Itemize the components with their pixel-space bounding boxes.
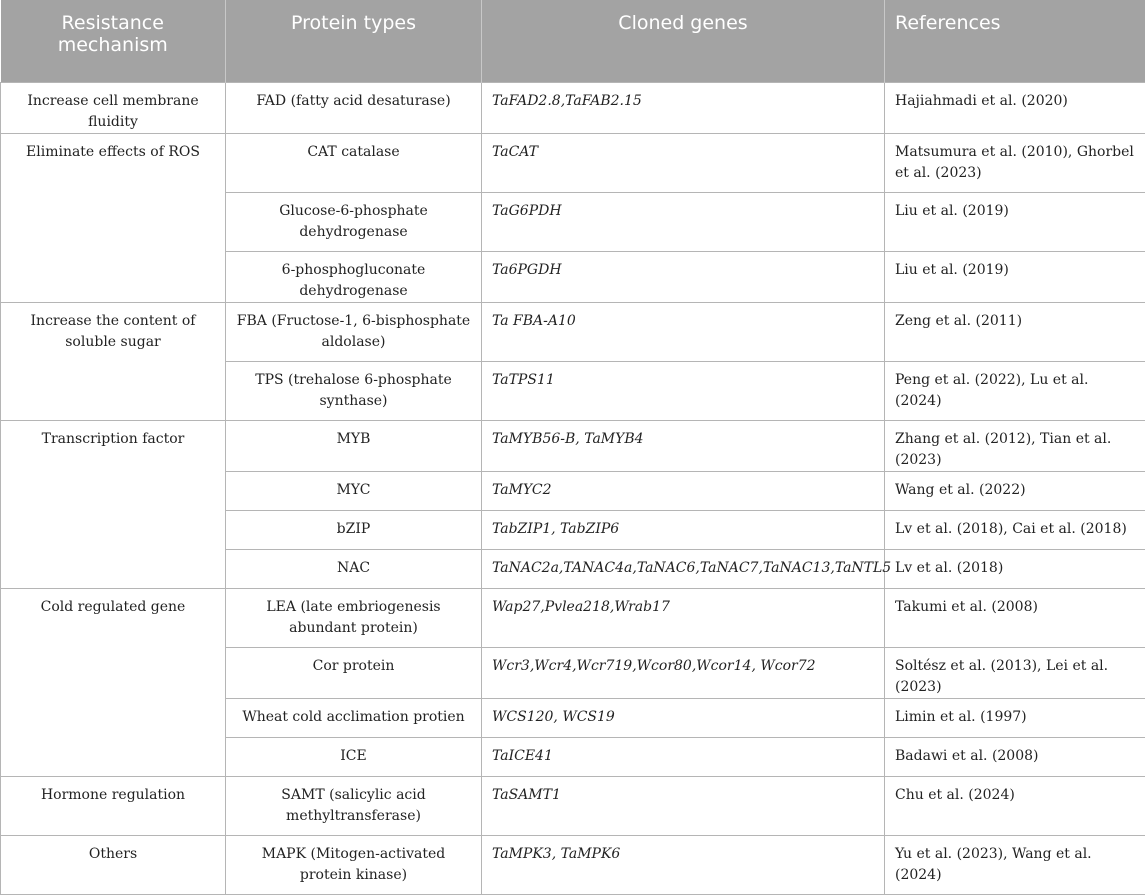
refs-cell: Peng et al. (2022), Lu et al. (2024) [885,362,1145,421]
table-row [1,134,1145,193]
table-row [1,421,1145,472]
refs-cell: Hajiahmadi et al. (2020) [885,83,1145,134]
table-row [1,83,1145,134]
protein-cell: FBA (Fructose-1, 6-bisphosphate aldolase) [226,303,482,362]
table-row [1,777,1145,836]
genes-cell: Ta6PGDH [482,252,885,303]
refs-cell: Liu et al. (2019) [885,193,1145,252]
genes-cell: Wap27,Pvlea218,Wrab17 [482,589,885,648]
protein-cell: LEA (late embriogenesis abundant protein) [226,589,482,648]
refs-cell: Soltész et al. (2013), Lei et al. (2023) [885,648,1145,699]
genes-cell: TaMYC2 [482,472,885,511]
mechanism-cell: Hormone regulation [1,777,226,836]
refs-cell: Takumi et al. (2008) [885,589,1145,648]
genes-cell: TaMYB56-B, TaMYB4 [482,421,885,472]
genes-cell: TaG6PDH [482,193,885,252]
refs-cell: Lv et al. (2018) [885,550,1145,589]
genes-cell: WCS120, WCS19 [482,699,885,738]
protein-cell: Glucose-6-phosphate dehydrogenase [226,193,482,252]
protein-cell: Cor protein [226,648,482,699]
protein-cell: ICE [226,738,482,777]
table-row [1,836,1145,895]
genes-cell: TabZIP1, TabZIP6 [482,511,885,550]
genes-cell: TaSAMT1 [482,777,885,836]
genes-cell: TaFAD2.8,TaFAB2.15 [482,83,885,134]
protein-cell: SAMT (salicylic acid methyltransferase) [226,777,482,836]
refs-cell: Zeng et al. (2011) [885,303,1145,362]
refs-cell: Badawi et al. (2008) [885,738,1145,777]
refs-cell: Chu et al. (2024) [885,777,1145,836]
mechanism-cell: Increase cell membrane fluidity [1,83,226,134]
protein-cell: MAPK (Mitogen-activated protein kinase) [226,836,482,895]
genes-cell: TaICE41 [482,738,885,777]
header-genes: Cloned genes [482,0,885,83]
mechanism-cell: Transcription factor [1,421,226,589]
header-refs: References [885,0,1145,83]
genes-cell: Ta FBA-A10 [482,303,885,362]
genes-cell: TaCAT [482,134,885,193]
protein-cell: MYC [226,472,482,511]
genes-cell: TaMPK3, TaMPK6 [482,836,885,895]
protein-cell: MYB [226,421,482,472]
protein-cell: FAD (fatty acid desaturase) [226,83,482,134]
protein-cell: NAC [226,550,482,589]
header-protein: Protein types [226,0,482,83]
genes-cell: TaTPS11 [482,362,885,421]
table-row [1,589,1145,648]
refs-cell: Matsumura et al. (2010), Ghorbel et al. (2023) [885,134,1145,193]
refs-cell: Zhang et al. (2012), Tian et al. (2023) [885,421,1145,472]
protein-cell: Wheat cold acclimation protien [226,699,482,738]
refs-cell: Limin et al. (1997) [885,699,1145,738]
mechanism-cell: Eliminate effects of ROS [1,134,226,303]
refs-cell: Liu et al. (2019) [885,252,1145,303]
protein-cell: 6-phosphogluconate dehydrogenase [226,252,482,303]
genes-cell: Wcr3,Wcr4,Wcr719,Wcor80,Wcor14, Wcor72 [482,648,885,699]
protein-cell: bZIP [226,511,482,550]
table-row [1,303,1145,362]
genes-cell: TaNAC2a,TANAC4a,TaNAC6,TaNAC7,TaNAC13,TaNTL5 [482,550,885,589]
header-row [1,0,1145,83]
refs-cell: Wang et al. (2022) [885,472,1145,511]
protein-cell: TPS (trehalose 6-phosphate synthase) [226,362,482,421]
mechanism-cell: Others [1,836,226,895]
refs-cell: Yu et al. (2023), Wang et al. (2024) [885,836,1145,895]
header-mechanism: Resistance mechanism [1,0,226,83]
protein-cell: CAT catalase [226,134,482,193]
mechanism-cell: Cold regulated gene [1,589,226,777]
mechanism-cell: Increase the content of soluble sugar [1,303,226,421]
refs-cell: Lv et al. (2018), Cai et al. (2018) [885,511,1145,550]
